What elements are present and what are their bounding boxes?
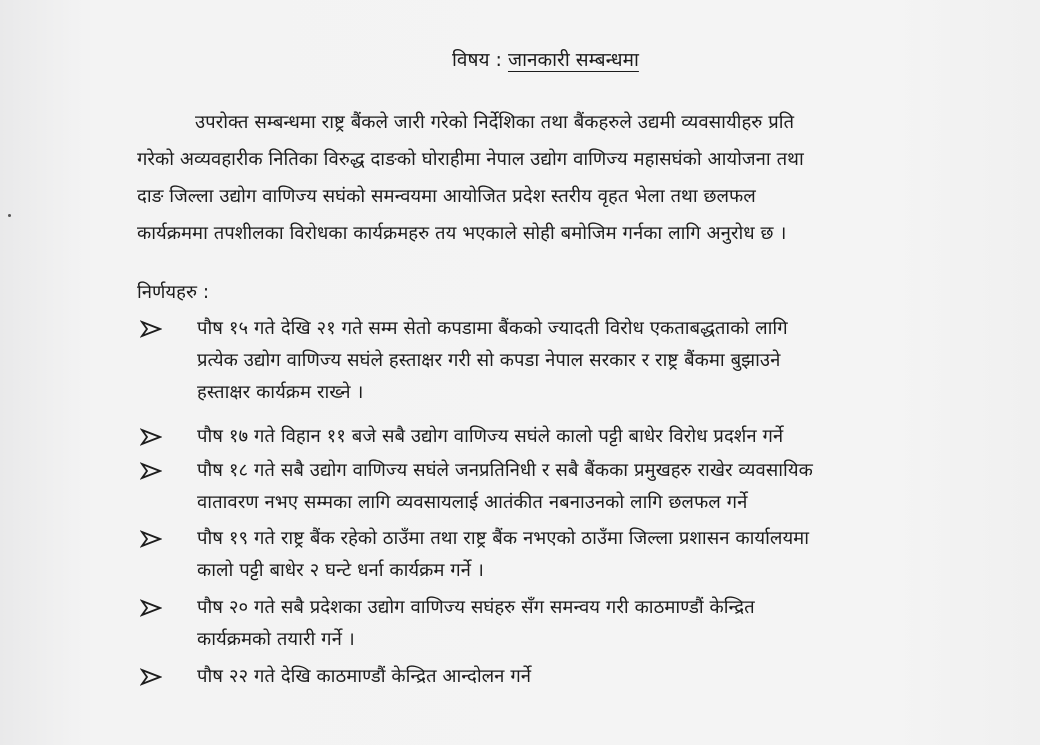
- arrow-bullet-icon: [140, 523, 170, 555]
- decision-text: [197, 455, 987, 519]
- decision-line: प्रत्येक उद्योग वाणिज्य सघंले हस्ताक्षर गरी सो कपडा नेपाल सरकार र राष्ट्र बैंकमा बुझाउने: [197, 350, 781, 371]
- decision-line: पौष २० गते सबै प्रदेशका उद्योग वाणिज्य सघंहरु सँग समन्वय गरी काठमाण्डौं केन्द्रित: [197, 597, 755, 618]
- paragraph-line: दाङ जिल्ला उद्योग वाणिज्य सघंको समन्वयमा आयोजित प्रदेश स्तरीय वृहत भेला तथा छलफल: [137, 186, 756, 207]
- arrow-bullet-icon: [140, 592, 170, 624]
- decision-line: पौष १९ गते राष्ट्र बैंक रहेको ठाउँमा तथा राष्ट्र बैंक नभएको ठाउँमा जिल्ला प्रशासन कार्यालयमा: [197, 528, 810, 549]
- decision-text: [197, 421, 987, 453]
- decision-line: वातावरण नभए सम्मका लागि व्यवसायलाई आतंकीत नबनाउनको लागि छलफल गर्ने: [197, 492, 748, 513]
- decision-line: पौष १८ गते सबै उद्योग वाणिज्य सघंले जनप्रतिनिधी र सबै बैंकका प्रमुखहरु राखेर व्यवसायिक: [197, 460, 813, 481]
- subject-title: जानकारी सम्बन्धमा: [507, 49, 639, 71]
- arrow-bullet-icon: [140, 661, 170, 693]
- paragraph-line: उपरोक्त सम्बन्धमा राष्ट्र बैंकले जारी गरेको निर्देशिका तथा बैंकहरुले उद्यमी व्यवसायीहरु प्रति: [195, 112, 795, 133]
- paragraph-line: कार्यक्रममा तपशीलका विरोधका कार्यक्रमहरु तय भएकाले सोही बमोजिम गर्नका लागि अनुरोध छ ।: [137, 223, 787, 244]
- decision-line: पौष १५ गते देखि २१ गते सम्म सेतो कपडामा बैंकको ज्यादती विरोध एकताबद्धताको लागि: [197, 318, 788, 339]
- decision-text: [197, 661, 987, 693]
- arrow-bullet-icon: [140, 313, 170, 345]
- decision-line: कालो पट्टी बाधेर २ घन्टे धर्ना कार्यक्रम गर्ने ।: [197, 560, 484, 581]
- body-paragraph: [137, 104, 987, 252]
- subject-label: विषय :: [452, 49, 502, 71]
- paper-speck: [8, 214, 11, 217]
- decision-line: पौष १७ गते विहान ११ बजे सबै उद्योग वाणिज्य सघंले कालो पट्टी बाधेर विरोध प्रदर्शन गर्ने: [197, 426, 784, 447]
- decision-text: [197, 592, 987, 656]
- arrow-bullet-icon: [140, 455, 170, 487]
- subject-line: [452, 46, 639, 72]
- decision-text: [197, 313, 987, 409]
- arrow-bullet-icon: [140, 421, 170, 453]
- decision-line: कार्यक्रमको तयारी गर्ने ।: [197, 629, 355, 650]
- paragraph-line: गरेको अव्यवहारीक नितिका विरुद्ध दाङको घोराहीमा नेपाल उद्योग वाणिज्य महासघंको आयोजना तथा: [137, 149, 804, 170]
- decision-line: पौष २२ गते देखि काठमाण्डौं केन्द्रित आन्दोलन गर्ने: [197, 666, 532, 687]
- decisions-heading: निर्णयहरु :: [137, 282, 210, 303]
- decision-text: [197, 523, 987, 587]
- decision-line: हस्ताक्षर कार्यक्रम राख्ने ।: [197, 382, 364, 403]
